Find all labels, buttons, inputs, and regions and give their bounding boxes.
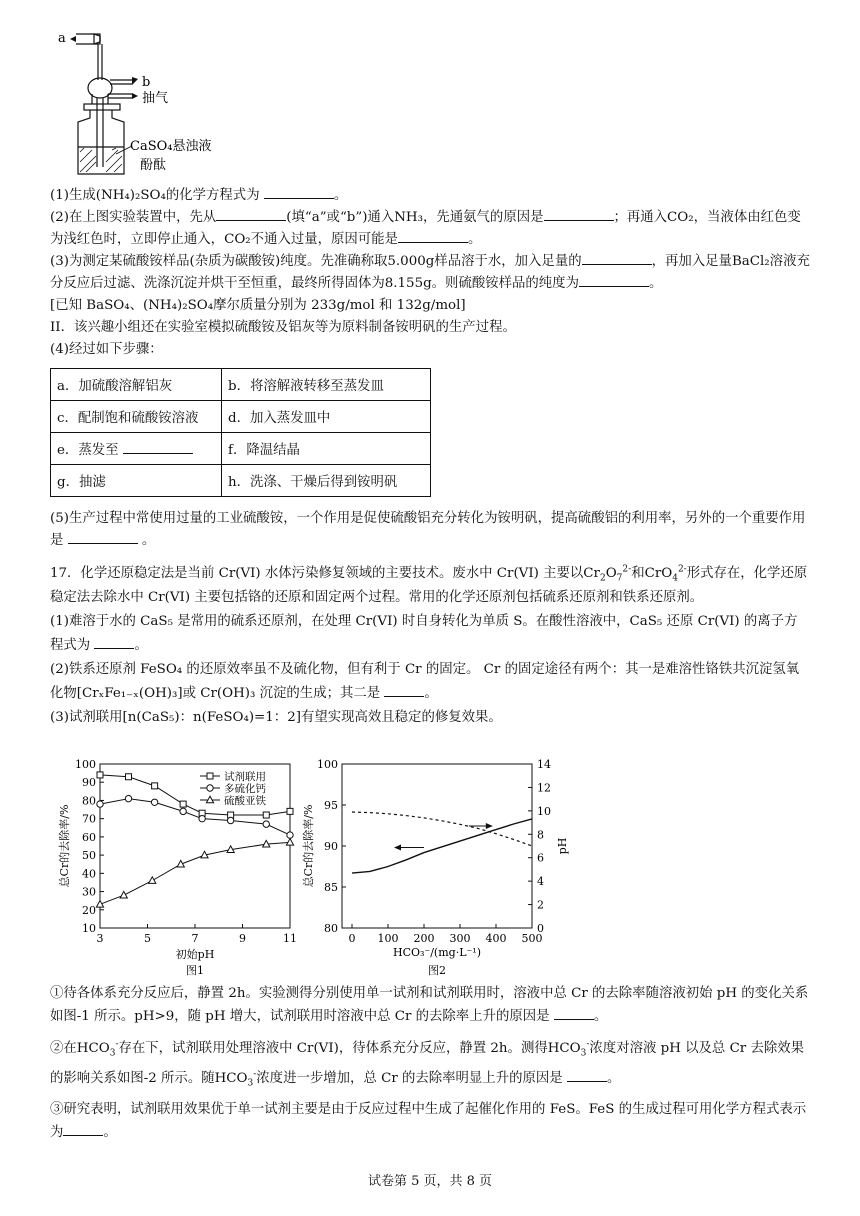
q17-sub-2: (2)铁系还原剂 FeSO₄ 的还原效率虽不及硫化物，但有利于 Cr 的固定。 Cr 的固定途径有两个：其一是难溶性铬铁共沉淀氢氧化物[CrₓFe₁₋ₓ(OH)₃]或 Cr(OH)₃ 沉淀的生成；其二是 。 — [50, 662, 800, 701]
x-tick-label: 0 — [348, 932, 356, 945]
label-suction: 抽气 — [142, 91, 169, 106]
y-right-tick-label: 4 — [537, 875, 544, 889]
label-a: a — [58, 31, 66, 46]
y-tick-label: 100 — [317, 758, 338, 771]
table-row — [51, 433, 431, 465]
legend-marker-circle — [207, 785, 213, 791]
y-tick-label: 80 — [82, 794, 96, 808]
table-row — [51, 401, 431, 433]
answer-blank[interactable] — [264, 185, 334, 199]
x-tick-label: 100 — [377, 932, 399, 945]
y-tick-label: 40 — [82, 867, 96, 881]
y-tick-label: 90 — [82, 776, 96, 790]
data-point-square — [126, 774, 132, 780]
figure-1-chart — [50, 758, 300, 980]
arrow-right-head — [486, 823, 493, 829]
x-tick-label: 400 — [485, 932, 507, 945]
data-point-circle — [227, 817, 233, 823]
data-point-square — [180, 801, 186, 807]
y-tick-label: 100 — [75, 758, 96, 771]
step-cell: e．蒸发至 — [51, 433, 222, 465]
plot-frame — [342, 764, 532, 928]
part1-questions — [50, 185, 810, 361]
answer-blank[interactable] — [582, 251, 652, 265]
y-right-axis-label: pH — [556, 837, 569, 855]
y-right-tick-label: 2 — [537, 898, 544, 912]
sub-question-2: ②在$HCO_3^-$存在下，试剂联用处理溶液中 Cr(VI)，待体系充分反应，静置 2h。测得$HCO_3^-$浓度对溶液 pH 以及总 Cr 去除效果的影响关系如图-2 所示。随$HCO_3^-$浓度进一步增加，总 Cr 的去除率明显上升的原因是 。 — [50, 1039, 805, 1089]
data-point-circle — [125, 795, 131, 801]
y-tick-label: 20 — [82, 903, 96, 917]
y-tick-label: 80 — [324, 922, 338, 935]
question-1: (1)生成(NH₄)₂SO₄的化学方程式为 。 — [50, 185, 810, 207]
legend-label: 硫酸亚铁 — [224, 795, 266, 807]
data-point-circle — [97, 801, 103, 807]
y-right-tick-label: 6 — [537, 851, 544, 865]
steps-table — [50, 368, 431, 497]
step-cell: b．将溶解液转移至蒸发皿 — [222, 369, 431, 401]
y-axis-label: 总Cr的去除率/% — [302, 804, 315, 888]
y-tick-label: 10 — [82, 922, 96, 935]
data-point-circle — [263, 821, 269, 827]
step-cell: a．加硫酸溶解铝灰 — [51, 369, 222, 401]
table-row — [51, 369, 431, 401]
answer-blank[interactable] — [554, 1006, 594, 1020]
gas-wash-bottle-diagram — [56, 22, 236, 177]
step-cell: d．加入蒸发皿中 — [222, 401, 431, 433]
y-right-tick-label: 14 — [537, 758, 551, 771]
y-right-tick-label: 8 — [537, 828, 544, 842]
y-tick-label: 95 — [324, 799, 338, 812]
question-2: (2)在上图实验装置中，先从 (填“a”或“b”)通入NH₃，先通氨气的原因是 ；再通入CO₂，当液体由红色变为浅红色时，立即停止通入，CO₂不通入过量，原因可能是 。 — [50, 207, 810, 251]
x-tick-label: 200 — [413, 932, 435, 945]
q17-sub-1: (1)难溶于水的 CaS₅ 是常用的硫系还原剂，在处理 Cr(VI) 时自身转化为单质 S。在酸性溶液中，CaS₅ 还原 Cr(VI) 的离子方程式为 。 — [50, 614, 798, 653]
data-point-circle — [180, 808, 186, 814]
step-cell: g．抽滤 — [51, 465, 222, 497]
y-tick-label: 30 — [82, 885, 96, 899]
step-cell: f．降温结晶 — [222, 433, 431, 465]
molar-mass-note: [已知 BaSO₄、(NH₄)₂SO₄摩尔质量分别为 233g/mol 和 132g/mol] — [50, 298, 466, 313]
x-tick-label: 9 — [239, 932, 246, 945]
series-line-removal — [352, 819, 532, 873]
legend-label: 试剂联用 — [224, 771, 266, 783]
sub-question-1: ①待各体系充分反应后，静置 2h。实验测得分别使用单一试剂和试剂联用时，溶液中总 Cr 的去除率随溶液初始 pH 的变化关系如图-1 所示。pH>9，随 pH 增大，试剂联用时溶液中总 Cr 的去除率上升的原因是 。 — [50, 986, 809, 1024]
sub-question-3: ③研究表明，试剂联用效果优于单一试剂主要是由于反应过程中生成了起催化作用的 FeS。FeS 的生成过程可用化学方程式表示为 。 — [50, 1102, 807, 1140]
question-4: (4)经过如下步骤： — [50, 342, 163, 357]
y-right-tick-label: 10 — [537, 804, 551, 818]
answer-blank[interactable] — [544, 207, 614, 221]
y-tick-label: 70 — [82, 812, 96, 826]
answer-blank[interactable] — [63, 1122, 103, 1136]
answer-blank[interactable] — [123, 440, 193, 454]
q17-sub-3: (3)试剂联用[n(CaS₅)：n(FeSO₄)=1：2]有望实现高效且稳定的修复效果。 — [50, 710, 502, 725]
answer-blank[interactable] — [567, 1068, 607, 1082]
data-point-circle — [199, 815, 205, 821]
step-cell: c．配制饱和硫酸铵溶液 — [51, 401, 222, 433]
chart-title: 图2 — [428, 964, 446, 977]
legend-marker-square — [207, 773, 213, 779]
part2-intro: II．该兴趣小组还在实验室模拟硫酸铵及铝灰等为原料制备铵明矾的生产过程。 — [50, 320, 516, 335]
chart-title: 图1 — [186, 964, 204, 977]
data-point-triangle — [149, 877, 156, 884]
label-indicator: 酚酞 — [140, 158, 167, 173]
y-right-tick-label: 0 — [537, 922, 544, 935]
answer-blank[interactable] — [68, 530, 138, 544]
y-tick-label: 60 — [82, 830, 96, 844]
y-tick-label: 85 — [324, 881, 338, 894]
step-cell: h．洗涤、干燥后得到铵明矾 — [222, 465, 431, 497]
x-tick-label: 300 — [449, 932, 471, 945]
x-axis-label: HCO₃⁻/(mg·L⁻¹) — [392, 946, 482, 959]
x-tick-label: 5 — [144, 932, 151, 945]
question-5: (5)生产过程中常使用过量的工业硫酸铵，一个作用是促使硫酸铝充分转化为铵明矾，提高硫酸铝的利用率，另外的一个重要作用是 。 — [50, 511, 806, 548]
answer-blank[interactable] — [398, 229, 468, 243]
data-point-square — [263, 812, 269, 818]
x-axis-label: 初始pH — [175, 948, 215, 961]
legend-label: 多硫化钙 — [224, 783, 266, 795]
series-line-triangle — [100, 842, 290, 904]
y-tick-label: 90 — [324, 840, 338, 853]
x-tick-label: 7 — [191, 932, 199, 945]
data-point-triangle — [120, 891, 127, 898]
label-suspension: CaSO₄悬浊液 — [130, 139, 212, 154]
series-line-ph — [352, 812, 532, 846]
x-tick-label: 11 — [283, 932, 297, 945]
data-point-square — [152, 783, 158, 789]
x-tick-label: 500 — [521, 932, 543, 945]
y-tick-label: 50 — [82, 849, 96, 863]
q17-sub-questions — [50, 982, 810, 1144]
question-17 — [50, 562, 810, 730]
data-point-square — [97, 772, 103, 778]
label-b: b — [142, 75, 151, 90]
answer-blank[interactable] — [384, 683, 424, 697]
x-tick-label: 3 — [96, 932, 104, 945]
page-footer: 试卷第 5 页，共 8 页 — [367, 1174, 493, 1189]
y-right-tick-label: 12 — [537, 781, 551, 795]
answer-blank[interactable] — [216, 207, 286, 221]
data-point-circle — [151, 799, 157, 805]
question-3: (3)为测定某硫酸铵样品(杂质为碳酸铵)纯度。先准确称取5.000g样品溶于水，加入足量的 ，再加入足量BaCl₂溶液充分反应后过滤、洗涤沉淀并烘干至恒重，最终所得固体为8.155g。则硫酸铵样品的纯度为 。 — [50, 251, 810, 295]
y-axis-label: 总Cr的去除率/% — [58, 804, 71, 888]
answer-blank[interactable] — [94, 635, 134, 649]
figure-2-chart — [292, 758, 582, 980]
answer-blank[interactable] — [579, 273, 649, 287]
q17-intro: 17．化学还原稳定法是当前 Cr(VI) 水体污染修复领域的主要技术。废水中 Cr(VI) 主要以$Cr_2O_7^{2-}$和CrO$_4^{2-}$形式存在，化学还原稳定法去除水中 Cr(VI) 主要包括铬的还原和固定两个过程。常用的化学还原剂包括硫系还原剂和铁系还原剂。 — [50, 564, 808, 605]
arrow-left-head — [394, 845, 401, 851]
table-row — [51, 465, 431, 497]
